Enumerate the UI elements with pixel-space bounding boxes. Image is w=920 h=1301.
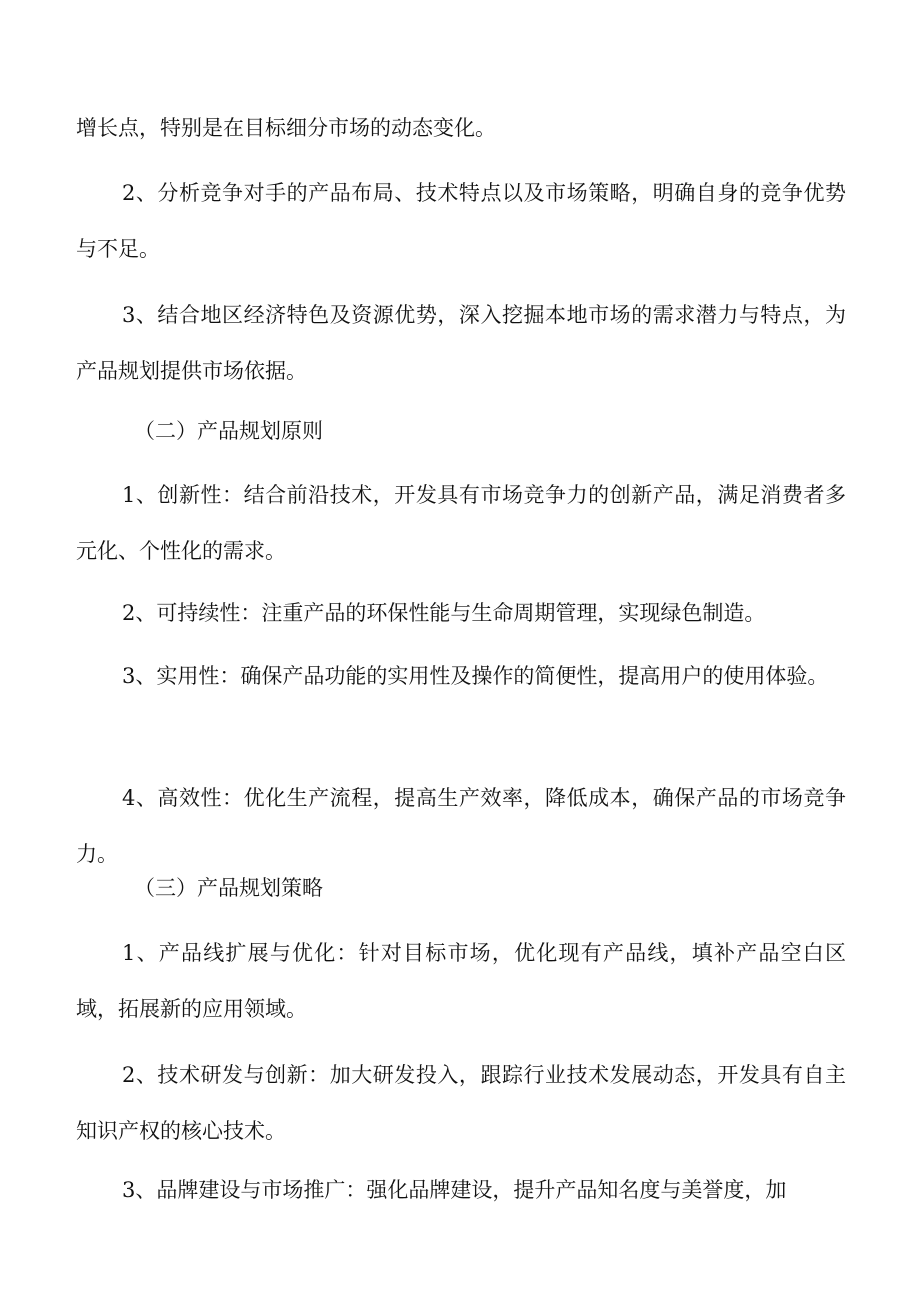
paragraph-principle-sustainability: 2、可持续性：注重产品的环保性能与生命周期管理，实现绿色制造。: [122, 601, 766, 625]
paragraph-continuation: 增长点，特别是在目标细分市场的动态变化。: [76, 116, 496, 140]
paragraph-principle-efficiency: 4、高效性：优化生产流程，提高生产效率，降低成本，确保产品的市场竞争力。: [76, 786, 846, 866]
paragraph-competitor-analysis: 2、分析竞争对手的产品布局、技术特点以及市场策略，明确自身的竞争优势与不足。: [76, 181, 846, 261]
paragraph-principle-innovation: 1、创新性：结合前沿技术，开发具有市场竞争力的创新产品，满足消费者多元化、个性化的需求。: [76, 483, 846, 563]
paragraph-strategy-branding: 3、品牌建设与市场推广：强化品牌建设，提升产品知名度与美誉度，加: [122, 1178, 787, 1202]
section-heading-principles: （二）产品规划原则: [134, 419, 323, 443]
section-heading-strategy: （三）产品规划策略: [134, 876, 323, 900]
paragraph-strategy-rnd: 2、技术研发与创新：加大研发投入，跟踪行业技术发展动态，开发具有自主知识产权的核心技术。: [76, 1063, 846, 1143]
paragraph-principle-practicality: 3、实用性：确保产品功能的实用性及操作的简便性，提高用户的使用体验。: [122, 664, 829, 688]
paragraph-regional-market: 3、结合地区经济特色及资源优势，深入挖掘本地市场的需求潜力与特点，为产品规划提供市场依据。: [76, 303, 846, 383]
paragraph-strategy-product-line: 1、产品线扩展与优化：针对目标市场，优化现有产品线，填补产品空白区域，拓展新的应用领域。: [76, 941, 846, 1021]
